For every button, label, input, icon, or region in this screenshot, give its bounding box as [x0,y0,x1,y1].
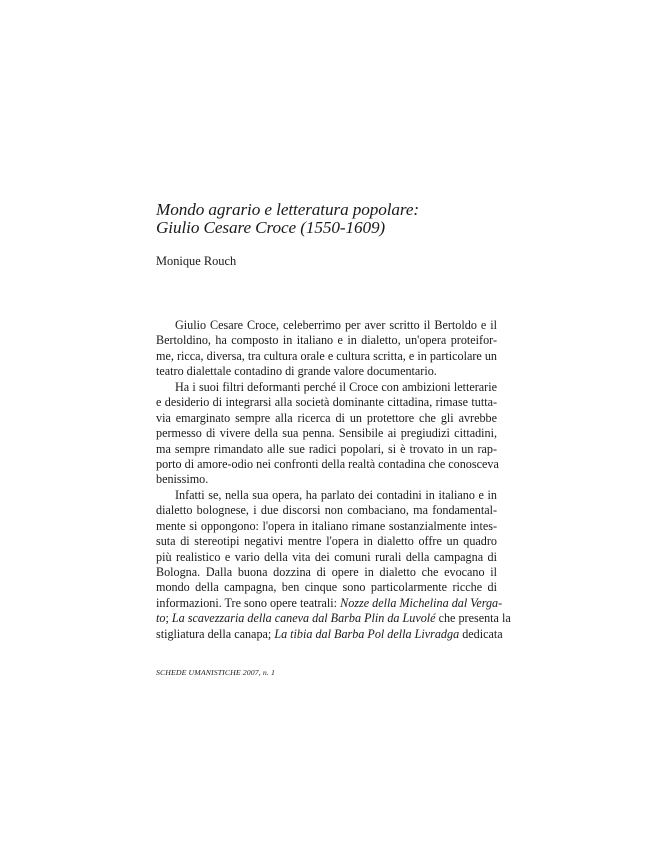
text-line: me, ricca, diversa, tra cultura orale e cultura scritta, e in particolare un [156,348,497,363]
article-title [156,201,496,237]
text-line: mente si oppongono: l'opera in italiano rimane sostanzialmente intes- [156,518,497,533]
italic-title-run: La tibia dal Barba Pol della Livradga [274,626,460,641]
text-line: benissimo. [156,472,209,487]
text-run: che presenta la [435,611,511,626]
text-run: stigliatura della canapa; [156,626,275,641]
text-line: teatro dialettale contadino di grande valore documentario. [156,364,437,379]
text-line: e desiderio di integrarsi alla società dominante cittadina, rimase tutta- [156,395,497,410]
text-line [156,626,503,642]
text-line: Giulio Cesare Croce, celeberrimo per aver scritto il Bertoldo e il [175,318,497,332]
text-line: suta di stereotipi negativi mentre l'opera in dialetto offre un quadro [156,534,497,549]
author-name: Monique Rouch [156,254,237,268]
journal-footer: SCHEDE UMANISTICHE 2007, n. 1 [156,668,275,677]
text-line: Bologna. Dalla buona dozzina di opere in dialetto che evocano il [156,565,497,579]
text-line: mondo della campagna, ben cinque sono particolarmente ricche di [156,580,497,595]
text-line: più realistico e vario della vita dei comuni rurali della campagna di [156,549,497,564]
text-line: Bertoldino, ha composto in italiano e in dialetto, un'opera proteifor- [156,333,497,348]
text-line: via emarginato sempre alla ricerca di un protettore che gli avrebbe [156,410,497,425]
title-line-1: Mondo agrario e letteratura popolare: [156,200,419,219]
text-line: porto di amore-odio nei confronti della realtà contadina che conosceva [156,456,499,471]
body-text [156,318,511,642]
text-line [156,595,503,611]
text-line: ma sempre rimandato alle sue radici popolari, si è trovato in un rap- [156,441,497,456]
italic-title-run: Nozze della Michelina dal Verga- [340,595,503,610]
italic-title-run: to [156,611,166,626]
text-line: Infatti se, nella sua opera, ha parlato dei contadini in italiano e in [175,487,497,502]
text-line [156,611,511,626]
text-run: dedicata [459,626,503,641]
text-line: Ha i suoi filtri deformanti perché il Croce con ambizioni letterarie [175,379,497,394]
text-run: informazioni. Tre sono opere teatrali: [156,595,341,610]
italic-title-run: La scavezzaria della caneva dal Barba Plin da Luvolé [171,611,436,626]
text-line: dialetto bolognese, i due discorsi non combaciano, ma fondamental- [156,503,497,518]
text-line: permesso di vivere della sua penna. Sensibile ai pregiudizi cittadini, [156,426,497,441]
title-line-2: Giulio Cesare Croce (1550-1609) [156,218,386,237]
text-run: ; [165,611,172,626]
